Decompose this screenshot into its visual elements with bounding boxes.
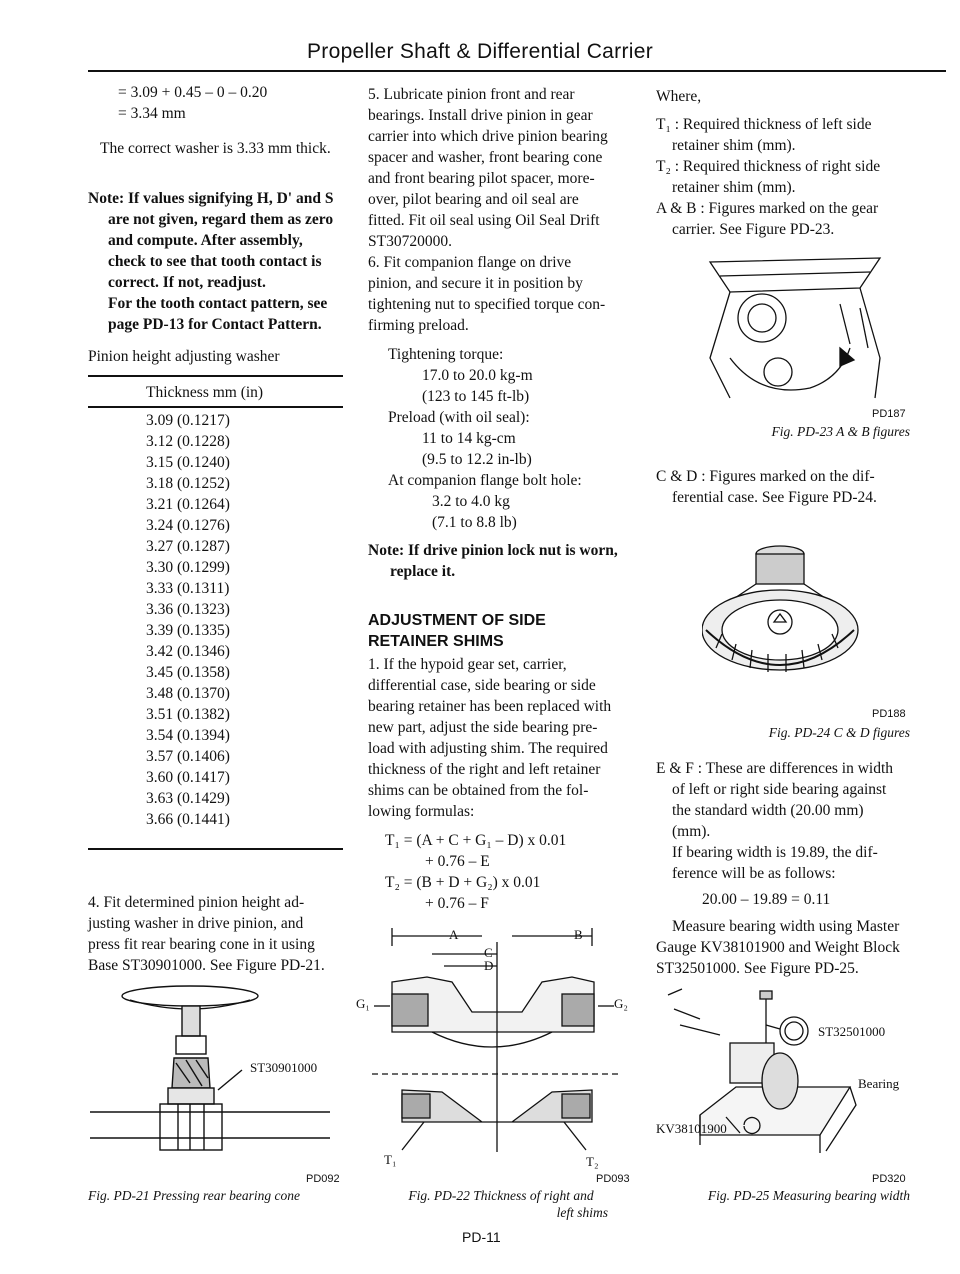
fig22-label-t2: T₂ xyxy=(586,1154,599,1169)
thickness-row: 3.21 (0.1264) xyxy=(146,496,230,513)
fig22-label-g1: G₁ xyxy=(356,996,370,1011)
thickness-list xyxy=(146,410,346,830)
fig-pd24-illustration xyxy=(702,530,902,700)
fig24-code: PD188 xyxy=(872,708,906,720)
step4-line: 4. Fit determined pinion height ad- xyxy=(88,894,305,911)
note-line: and compute. After assembly, xyxy=(108,232,303,249)
spec-line: (123 to 145 ft-lb) xyxy=(422,388,530,405)
thickness-row: 3.12 (0.1228) xyxy=(146,433,230,450)
thickness-row: 3.57 (0.1406) xyxy=(146,748,230,765)
fig22-label-c: C xyxy=(484,945,493,960)
fig22-code: PD093 xyxy=(596,1173,630,1185)
calc-line-1: = 3.09 + 0.45 – 0 – 0.20 xyxy=(118,84,268,101)
fig25-bearing-label: Bearing xyxy=(858,1076,900,1091)
step5-block xyxy=(368,84,633,336)
where-label: Where, xyxy=(656,88,702,105)
note-line: are not given, regard them as zero xyxy=(108,211,334,228)
fig22-label-b: B xyxy=(574,927,583,942)
section-title-line: RETAINER SHIMS xyxy=(368,633,504,650)
step5-line: 5. Lubricate pinion front and rear xyxy=(368,86,575,103)
spec-line: (9.5 to 12.2 in-lb) xyxy=(422,451,532,468)
fig21-caption: Fig. PD-21 Pressing rear bearing cone xyxy=(88,1188,300,1203)
step4-line: press fit rear bearing cone in it using xyxy=(88,936,315,953)
spec-line: Preload (with oil seal): xyxy=(388,409,530,426)
side-text-line: 1. If the hypoid gear set, carrier, xyxy=(368,656,567,673)
fig25-caption: Fig. PD-25 Measuring bearing width xyxy=(707,1188,910,1203)
ef-line: E & F : These are differences in width xyxy=(656,760,894,777)
step5-line: and front bearing pilot spacer, more- xyxy=(368,170,595,187)
spec-line: At companion flange bolt hole: xyxy=(388,472,582,489)
fig22-caption xyxy=(370,1187,632,1221)
note-line: Note: If values signifying H, D' and S xyxy=(88,190,334,207)
thickness-row: 3.27 (0.1287) xyxy=(146,538,230,555)
def-line: T₁ : Required thickness of left side xyxy=(656,116,872,133)
fig22-caption-line: left shims xyxy=(556,1205,608,1220)
ef-calc: 20.00 – 19.89 = 0.11 xyxy=(702,891,831,908)
def-line: retainer shim (mm). xyxy=(672,137,796,154)
thickness-row: 3.42 (0.1346) xyxy=(146,643,230,660)
note2-line: replace it. xyxy=(390,563,456,580)
thickness-row: 3.18 (0.1252) xyxy=(146,475,230,492)
fig22-caption-line: Fig. PD-22 Thickness of right and xyxy=(408,1188,594,1203)
measure-line: Measure bearing width using Master xyxy=(672,918,900,935)
fig25-code: PD320 xyxy=(872,1173,906,1185)
ef-line: the standard width (20.00 mm) xyxy=(672,802,864,819)
side-retainer-text xyxy=(368,654,636,822)
thickness-row: 3.39 (0.1335) xyxy=(146,622,230,639)
thickness-row: 3.33 (0.1311) xyxy=(146,580,230,597)
header-rule xyxy=(88,70,946,72)
spec-line: 17.0 to 20.0 kg-m xyxy=(422,367,533,384)
step6-line: pinion, and secure it in position by xyxy=(368,275,583,292)
page-number: PD-11 xyxy=(462,1229,501,1245)
formula-line: T₁ = (A + C + G₁ – D) x 0.01 xyxy=(385,832,567,849)
note2-line: Note: If drive pinion lock nut is worn, xyxy=(368,542,618,559)
measure-line: ST32501000. See Figure PD-25. xyxy=(656,960,859,977)
step4-block xyxy=(88,892,350,976)
step6-line: tightening nut to specified torque con- xyxy=(368,296,606,313)
cd-block xyxy=(656,466,918,508)
fig22-label-a: A xyxy=(449,927,459,942)
note-line: For the tooth contact pattern, see xyxy=(108,295,328,312)
page-header-title: Propeller Shaft & Differential Carrier xyxy=(307,40,653,63)
ef-line: ference will be as follows: xyxy=(672,865,836,882)
side-text-line: bearing retainer has been replaced with xyxy=(368,698,612,715)
where-block xyxy=(656,86,918,240)
step5-line: ST30720000. xyxy=(368,233,452,250)
thickness-row: 3.60 (0.1417) xyxy=(146,769,230,786)
step5-line: over, pilot bearing and oil seal are xyxy=(368,191,579,208)
calc-line-2: = 3.34 mm xyxy=(118,105,186,122)
thickness-row: 3.09 (0.1217) xyxy=(146,412,230,429)
note-line: page PD-13 for Contact Pattern. xyxy=(108,316,322,333)
def-line: T₂ : Required thickness of right side xyxy=(656,158,881,175)
fig22-label-t1: T₁ xyxy=(384,1152,397,1167)
side-text-line: load with adjusting shim. The required xyxy=(368,740,608,757)
ef-line: If bearing width is 19.89, the dif- xyxy=(672,844,878,861)
side-text-line: lowing formulas: xyxy=(368,803,475,820)
step6-line: 6. Fit companion flange on drive xyxy=(368,254,572,271)
thickness-row: 3.24 (0.1276) xyxy=(146,517,230,534)
step5-line: carrier into which drive pinion bearing xyxy=(368,128,608,145)
thickness-row: 3.48 (0.1370) xyxy=(146,685,230,702)
step6-line: firming preload. xyxy=(368,317,469,334)
fig21-tool-label: ST30901000 xyxy=(250,1060,318,1075)
table-header: Thickness mm (in) xyxy=(146,384,264,401)
thickness-row: 3.30 (0.1299) xyxy=(146,559,230,576)
ef-line: (mm). xyxy=(672,823,711,840)
table-top-rule xyxy=(88,375,343,377)
step5-line: bearings. Install drive pinion in gear xyxy=(368,107,593,124)
side-text-line: differential case, side bearing or side xyxy=(368,677,596,694)
step4-line: justing washer in drive pinion, and xyxy=(88,915,304,932)
spec-line: (7.1 to 8.8 lb) xyxy=(432,514,517,531)
fig22-label-g2: G₂ xyxy=(614,996,628,1011)
cd-line: C & D : Figures marked on the dif- xyxy=(656,468,875,485)
spec-line: 11 to 14 kg-cm xyxy=(422,430,516,447)
thickness-row: 3.51 (0.1382) xyxy=(146,706,230,723)
thickness-row: 3.66 (0.1441) xyxy=(146,811,230,828)
thickness-row: 3.54 (0.1394) xyxy=(146,727,230,744)
def-line: A & B : Figures marked on the gear xyxy=(656,200,879,217)
step5-line: fitted. Fit oil seal using Oil Seal Drift xyxy=(368,212,600,229)
fig23-code: PD187 xyxy=(872,408,906,420)
side-text-line: shims can be obtained from the fol- xyxy=(368,782,589,799)
spec-line: 3.2 to 4.0 kg xyxy=(432,493,510,510)
formula-line: + 0.76 – F xyxy=(425,895,489,912)
formula-line: T₂ = (B + D + G₂) x 0.01 xyxy=(385,874,541,891)
def-line: carrier. See Figure PD-23. xyxy=(672,221,835,238)
table-bottom-rule xyxy=(88,848,343,850)
ef-line: of left or right side bearing against xyxy=(672,781,887,798)
thickness-row: 3.15 (0.1240) xyxy=(146,454,230,471)
side-text-line: new part, adjust the side bearing pre- xyxy=(368,719,598,736)
fig25-block-label: ST32501000 xyxy=(818,1024,886,1039)
table-header-rule xyxy=(88,406,343,408)
cd-line: ferential case. See Figure PD-24. xyxy=(672,489,877,506)
formula-block xyxy=(385,830,635,914)
spec-block xyxy=(388,344,638,533)
def-line: retainer shim (mm). xyxy=(672,179,796,196)
fig-pd22-illustration xyxy=(372,922,632,1162)
table-title: Pinion height adjusting washer xyxy=(88,348,280,365)
spec-line: Tightening torque: xyxy=(388,346,504,363)
fig25-gauge-label: KV38101900 xyxy=(656,1121,727,1136)
step5-line: spacer and washer, front bearing cone xyxy=(368,149,603,166)
fig-pd23-illustration xyxy=(690,248,900,406)
left-column xyxy=(88,82,343,159)
formula-line: + 0.76 – E xyxy=(425,853,490,870)
fig22-label-d: D xyxy=(484,958,494,973)
note-block xyxy=(88,188,348,335)
measure-line: Gauge KV38101900 and Weight Block xyxy=(656,939,900,956)
step4-line: Base ST30901000. See Figure PD-21. xyxy=(88,957,325,974)
thickness-row: 3.63 (0.1429) xyxy=(146,790,230,807)
side-text-line: thickness of the right and left retainer xyxy=(368,761,601,778)
fig-pd25-illustration xyxy=(660,985,920,1165)
ef-block xyxy=(656,758,918,979)
note-line: correct. If not, readjust. xyxy=(108,274,266,291)
fig21-code: PD092 xyxy=(306,1173,340,1185)
thickness-row: 3.45 (0.1358) xyxy=(146,664,230,681)
section-title-line: ADJUSTMENT OF SIDE xyxy=(368,612,546,629)
fig23-caption: Fig. PD-23 A & B figures xyxy=(771,424,910,439)
note-line: check to see that tooth contact is xyxy=(108,253,322,270)
correct-washer-text: The correct washer is 3.33 mm thick. xyxy=(100,140,331,157)
thickness-row: 3.36 (0.1323) xyxy=(146,601,230,618)
note2-block xyxy=(368,540,633,582)
section-title xyxy=(368,610,633,652)
fig24-caption: Fig. PD-24 C & D figures xyxy=(768,725,910,740)
